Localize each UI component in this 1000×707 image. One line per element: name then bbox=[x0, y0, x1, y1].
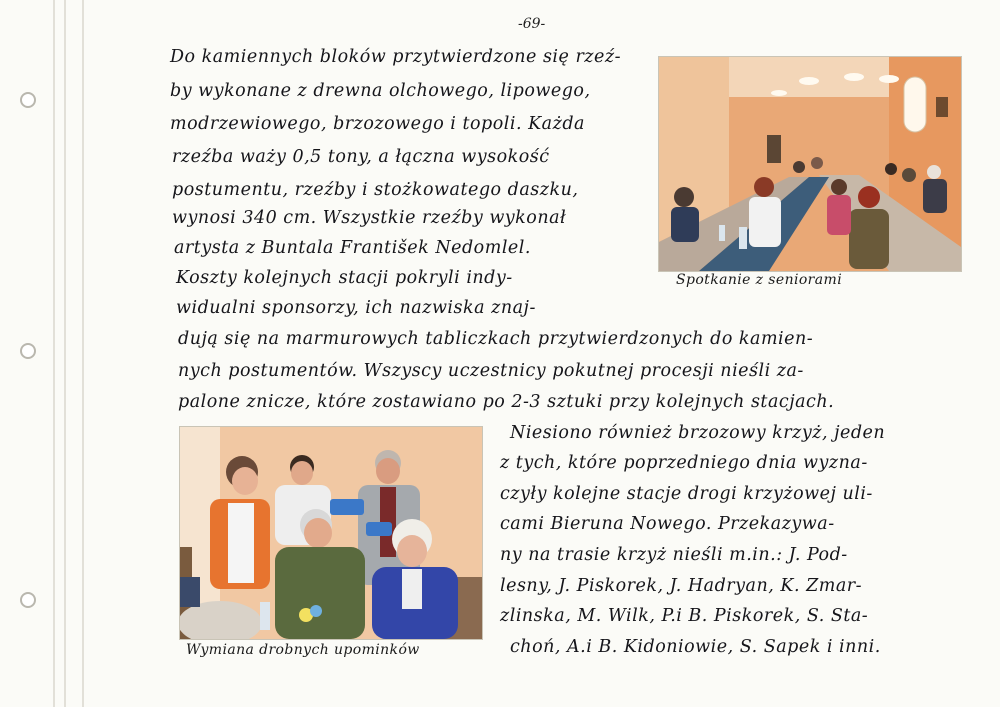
text-line: widualni sponsorzy, ich nazwiska znaj- bbox=[176, 298, 536, 318]
text-line: ny na trasie krzyż nieśli m.in.: J. Pod- bbox=[500, 545, 848, 565]
text-line: palone znicze, które zostawiano po 2-3 sztuki przy kolejnych stacjach. bbox=[178, 392, 835, 412]
text-line: rzeźba waży 0,5 tony, a łączna wysokość bbox=[172, 147, 550, 167]
photo-caption: Wymiana drobnych upominków bbox=[186, 642, 420, 658]
text-line: z tych, które poprzedniego dnia wyzna- bbox=[500, 453, 868, 473]
text-line: Do kamiennych bloków przytwierdzone się rzeź- bbox=[170, 47, 622, 67]
photo-gift-exchange bbox=[179, 426, 483, 640]
text-line: dują się na marmurowych tabliczkach przytwierdzonych do kamien- bbox=[178, 329, 814, 349]
text-line: czyły kolejne stacje drogi krzyżowej uli- bbox=[500, 484, 873, 504]
text-line: Koszty kolejnych stacji pokryli indy- bbox=[176, 268, 513, 288]
binder-hole bbox=[20, 592, 36, 608]
text-line: artysta z Buntala František Nedomlel. bbox=[174, 238, 531, 258]
binding-line bbox=[82, 0, 84, 707]
binding-line bbox=[53, 0, 55, 707]
text-line: zlinska, M. Wilk, P.i B. Piskorek, S. Sta- bbox=[500, 606, 869, 626]
text-line: cami Bieruna Nowego. Przekazywa- bbox=[500, 514, 835, 534]
text-line: wynosi 340 cm. Wszystkie rzeźby wykonał bbox=[172, 208, 567, 228]
binder-hole bbox=[20, 343, 36, 359]
text-line: nych postumentów. Wszyscy uczestnicy pokutnej procesji nieśli za- bbox=[178, 361, 804, 381]
text-line: Niesiono również brzozowy krzyż, jeden bbox=[510, 423, 886, 443]
text-line: lesny, J. Piskorek, J. Hadryan, K. Zmar- bbox=[500, 576, 863, 596]
binding-line bbox=[64, 0, 66, 707]
page-number: -69- bbox=[518, 16, 546, 32]
photo-caption: Spotkanie z seniorami bbox=[676, 272, 843, 288]
photo-seniors-meeting bbox=[658, 56, 962, 272]
text-line: choń, A.i B. Kidoniowie, S. Sapek i inni. bbox=[510, 637, 881, 657]
text-line: modrzewiowego, brzozowego i topoli. Każda bbox=[170, 114, 585, 134]
text-line: by wykonane z drewna olchowego, lipowego, bbox=[170, 81, 591, 101]
text-line: postumentu, rzeźby i stożkowatego daszku, bbox=[172, 180, 579, 200]
photo-seniors-meeting-image bbox=[659, 57, 961, 271]
binder-hole bbox=[20, 92, 36, 108]
photo-gift-exchange-image bbox=[180, 427, 482, 639]
